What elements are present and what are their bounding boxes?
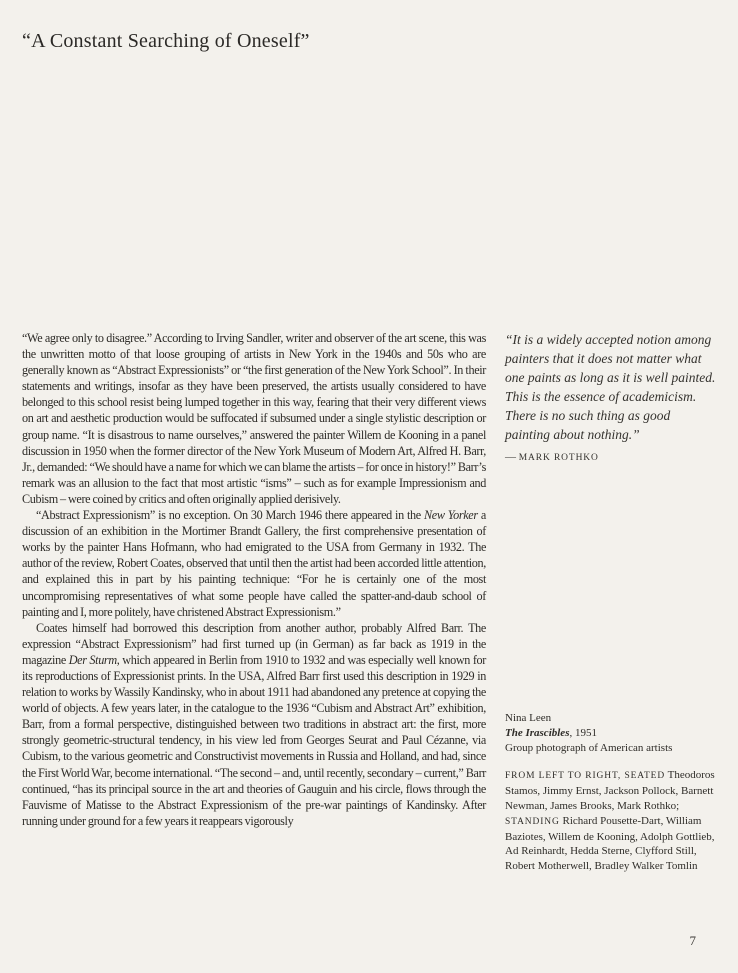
page-number: 7 bbox=[689, 933, 696, 948]
caption-credits bbox=[505, 768, 716, 874]
text-run: , which appeared in Berlin from 1910 to 1932 and was especially well known for its reproductions of Expressionist prints. In the USA, Alfred Barr first used this description in 1929 in relation to works by Wassily Kandinsky, who in about 1911 had abandoned any pretence at copying the world of objects. A few years later, in the catalogue to the 1936 “Cubism and Abstract Art” exhibition, Barr, from a formal perspective, distinguished between two traditions in abstract art: the first, more strongly geometric-structural tendency, in his view led from Georges Seurat and Paul Cézanne, via Cubism, to the various geometric and Constructivist movements in Russia and Holland, and had, since the First World War, become international. “The second – and, until recently, secondary – current,” Barr continued, “has its principal source in the art and theories of Gauguin and his circle, flows through the Fauvisme of Matisse to the Abstract Expressionism of the pre-war paintings of Kandinsky. After running under ground for a few years it reappears vigorously bbox=[22, 652, 486, 828]
article-body bbox=[22, 330, 486, 829]
sidebar bbox=[505, 330, 716, 874]
text-run: “We agree only to disagree.” According to Irving Sandler, writer and observer of the art scene, this was the unwritten motto of that loose grouping of artists in New York in the 1940s and 50s who are generally known as “Abstract Expressionists” or “the first generation of the New York School”. In their statements and writings, insofar as they have been preserved, the artists usually considered to have belonged to this school resist being lumped together in this way, fearing that their very different views on art and aesthetic production would be suffocated if subsumed under a single stylistic description or group name. “It is disastrous to name ourselves,” answered the painter Willem de Kooning in a panel discussion in 1950 when the former director of the New York Museum of Modern Art, Alfred H. Barr, Jr., demanded: “We should have a name for which we can blame the artists – for once in history!” Barr’s remark was an allusion to the fact that most artistic “isms” – such as for example Impressionism and Cubism – were coined by critics and often originally applied derisively. bbox=[22, 331, 486, 506]
text-run: a discussion of an exhibition in the Mortimer Brandt Gallery, the first comprehensive presentation of works by the painter Hans Hofmann, who had emigrated to the USA from Germany in 1932. The author of the review, Robert Coates, observed that until then the artist had been accorded little attention, and explained this in part by his painting technique: “For he is certainly one of the most uncompromising representatives of what some people have called the spatter-and-daub school of painting and I, more politely, have christened Abstract Expressionism.” bbox=[22, 508, 486, 619]
photo-caption bbox=[505, 711, 716, 874]
text-run: Richard Pousette-Dart, William Baziotes, Willem de Kooning, Adolph Gottlieb, Ad Reinhardt, Hedda Sterne, Clyfford Still, Robert Motherwell, Bradley Walker Tomlin bbox=[505, 814, 715, 873]
page-content bbox=[22, 330, 716, 874]
small-caps-text: FROM LEFT TO RIGHT, SEATED bbox=[505, 771, 666, 782]
text-run: Coates himself had borrowed this description from another author, probably Alfred Barr. The expression “Abstract Expressionism” had first turned up (in German) as far back as 1919 in the magazine bbox=[22, 620, 486, 667]
quote-attribution bbox=[505, 448, 716, 468]
italic-text: New Yorker bbox=[424, 508, 478, 523]
quote-text: “It is a widely accepted notion among painters that it does not matter what one paints as long as it is well painted. This is the essence of academicism. There is no such thing as good painting about nothing.” bbox=[505, 332, 716, 442]
work-title: The Irascibles bbox=[505, 726, 570, 739]
text-run: Theodoros Stamos, Jimmy Ernst, Jackson Pollock, Barnett Newman, James Brooks, Mark Rothko; bbox=[505, 769, 715, 812]
work-title-line bbox=[505, 726, 716, 741]
photographer-name: Nina Leen bbox=[505, 712, 552, 724]
em-dash: — bbox=[505, 451, 516, 463]
caption-description: Group photograph of American artists bbox=[505, 741, 673, 754]
small-caps-text: STANDING bbox=[505, 816, 560, 827]
text-run: “Abstract Expressionism” is no exception. On 30 March 1946 there appeared in the bbox=[36, 508, 425, 523]
page-title: “A Constant Searching of Oneself” bbox=[22, 30, 310, 52]
italic-text: Der Sturm bbox=[68, 652, 117, 667]
work-year: , 1951 bbox=[569, 726, 597, 739]
quote-author: MARK ROTHKO bbox=[518, 453, 599, 463]
paragraph-3 bbox=[22, 620, 486, 829]
paragraph-1 bbox=[22, 330, 486, 507]
paragraph-2 bbox=[22, 507, 486, 620]
pull-quote bbox=[505, 330, 716, 468]
